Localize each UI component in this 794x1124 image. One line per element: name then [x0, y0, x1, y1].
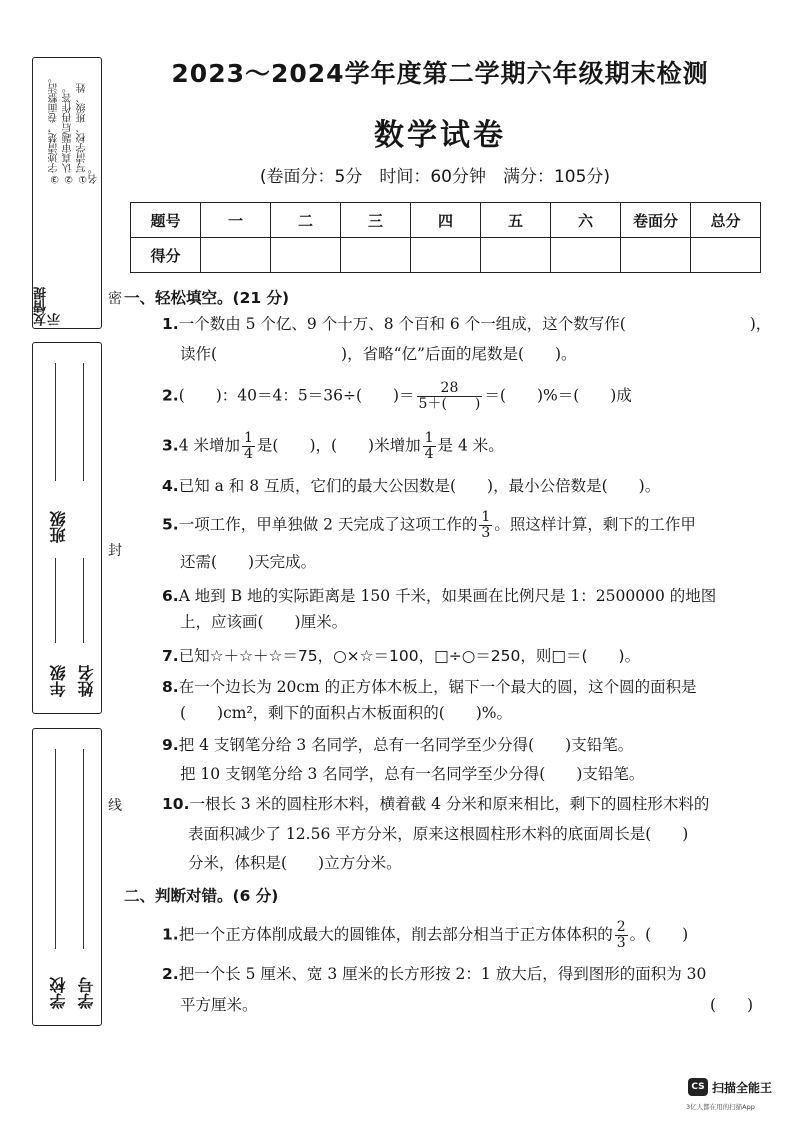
question-number: 6.	[162, 587, 179, 605]
question-10	[162, 793, 709, 815]
question-6	[162, 585, 716, 607]
question-6-line2: 上，应该画( )厘米。	[180, 613, 348, 631]
score-input-cell[interactable]	[621, 238, 691, 273]
score-table-cell: 卷面分	[621, 203, 691, 238]
question-text: 4 米增加	[178, 436, 240, 455]
score-input-cell[interactable]	[691, 238, 761, 273]
question-10-line3: 分米，体积是( )立方分米。	[188, 854, 402, 872]
question-number: 7.	[162, 647, 179, 665]
score-table-cell: 四	[411, 203, 481, 238]
question-2	[162, 381, 632, 412]
question-text: 。照这样计算，剩下的工作甲	[494, 515, 696, 534]
tips-line-3: ③字迹清楚，卷面整洁。	[49, 73, 60, 184]
tips-line-1: ①写清学校、班级、姓名。	[77, 83, 100, 184]
question-1	[162, 313, 771, 335]
question-text: 。( )	[629, 925, 689, 944]
fraction	[242, 431, 255, 462]
question-number: 4.	[162, 477, 179, 495]
tips-box	[32, 57, 102, 329]
question-number: 8.	[162, 678, 179, 696]
question-text: 是 4 米。	[437, 436, 504, 455]
class-blank-line[interactable]	[55, 363, 56, 481]
watermark-slogan: 3亿人都在用的扫描App	[686, 1103, 755, 1111]
fraction	[417, 381, 483, 412]
question-text: 把一个长 5 厘米、宽 3 厘米的长方形按 2：1 放大后，得到图形的面积为 30	[178, 965, 707, 983]
question-3	[162, 431, 504, 462]
fraction-denominator: 4	[243, 446, 253, 462]
score-table-cell: 题号	[131, 203, 201, 238]
score-table-cell: 二	[271, 203, 341, 238]
question-5	[162, 510, 696, 541]
seal-char: 线	[108, 798, 122, 814]
score-table-cell: 三	[341, 203, 411, 238]
fraction-denominator: 5＋( )	[418, 396, 481, 412]
score-table-cell: 六	[551, 203, 621, 238]
judge-question-1	[162, 920, 688, 951]
answer-paren[interactable]: ( )	[710, 996, 754, 1014]
question-text: 把 4 支钢笔分给 3 名同学，总有一名同学至少分得( )支铅笔。	[178, 736, 634, 754]
question-text: 一根长 3 米的圆柱形木料，横着截 4 分米和原来相比，剩下的圆柱形木料的	[189, 795, 710, 813]
tips-line-2: ②认真审题后再作答。	[63, 83, 74, 184]
score-input-cell[interactable]	[341, 238, 411, 273]
score-table-cell: 总分	[691, 203, 761, 238]
fraction-denominator: 3	[616, 935, 626, 951]
question-4	[162, 475, 660, 497]
question-number: 2.	[162, 965, 179, 983]
question-number: 5.	[162, 515, 179, 534]
question-text: 已知 a 和 8 互质，它们的最大公因数是( )，最小公倍数是( )。	[178, 477, 661, 495]
fraction-numerator: 1	[243, 430, 253, 446]
question-text: 在一个边长为 20cm 的正方体木板上，锯下一个最大的圆，这个圆的面积是	[178, 678, 697, 696]
question-number: 3.	[162, 436, 179, 455]
grade-label: 年级	[49, 665, 68, 697]
class-label: 班级	[49, 511, 68, 543]
score-input-cell[interactable]	[411, 238, 481, 273]
cs-logo-icon: CS	[688, 1078, 708, 1096]
question-10-line2: 表面积减少了 12.56 平方分米，原来这根圆柱形木料的底面周长是( )	[188, 825, 689, 843]
question-9	[162, 734, 633, 756]
question-5-line2: 还需( )天完成。	[180, 553, 317, 571]
class-info-box	[32, 342, 102, 714]
fraction-numerator: 2	[616, 919, 626, 935]
fraction-numerator: 1	[481, 509, 491, 525]
score-input-cell[interactable]	[481, 238, 551, 273]
question-number: 1.	[162, 315, 179, 333]
seal-char: 封	[108, 543, 122, 559]
question-number: 10.	[162, 795, 190, 813]
exam-subtitle: 数学试卷	[374, 118, 506, 153]
name-label: 姓名	[77, 665, 96, 697]
question-8	[162, 676, 697, 698]
name-blank-line[interactable]	[83, 558, 84, 643]
fraction-denominator: 4	[424, 446, 434, 462]
question-text: 是( )，( )米增加	[256, 436, 421, 455]
id-blank-line[interactable]	[83, 749, 84, 949]
judge-question-2	[162, 963, 706, 985]
school-label: 学校	[49, 977, 68, 1009]
score-table	[130, 202, 761, 273]
score-table-cell: 五	[481, 203, 551, 238]
question-9-line2: 把 10 支钢笔分给 3 名同学，总有一名同学至少分得( )支铅笔。	[180, 765, 645, 783]
question-number: 9.	[162, 736, 179, 754]
tips-title: 友情提示	[34, 287, 63, 326]
question-number: 1.	[162, 925, 179, 944]
question-7	[162, 645, 640, 667]
question-number: 2.	[162, 386, 179, 405]
id-label: 学号	[77, 977, 96, 1009]
fraction	[615, 920, 628, 951]
exam-meta: (卷面分：5分 时间：60分钟 满分：105分)	[259, 167, 611, 187]
section2-title: 二、判断对错。(6 分)	[124, 887, 279, 905]
score-table-score-row	[131, 238, 761, 273]
question-text: 一项工作，甲单独做 2 天完成了这项工作的	[178, 515, 478, 534]
question-text: 把一个正方体削成最大的圆锥体，削去部分相当于正方体体积的	[178, 925, 613, 944]
fraction-numerator: 28	[417, 381, 483, 397]
question-text: A 地到 B 地的实际距离是 150 千米，如果画在比例尺是 1：2500000 的地图	[178, 587, 717, 605]
watermark-name: 扫描全能王	[712, 1081, 773, 1095]
question-text: ＝( )%＝( )成	[484, 386, 632, 405]
score-table-header-row	[131, 203, 761, 238]
question-text: ( )：40＝4：5＝36÷( )＝	[178, 386, 415, 405]
class-blank-line-2[interactable]	[83, 363, 84, 481]
fraction-denominator: 3	[481, 525, 491, 541]
score-input-cell[interactable]	[551, 238, 621, 273]
question-text: 一个数由 5 个亿、9 个十万、8 个百和 6 个一组成，这个数写作( )，	[178, 315, 772, 333]
score-table-cell: 一	[201, 203, 271, 238]
score-input-cell[interactable]	[271, 238, 341, 273]
seal-char: 密	[108, 291, 122, 307]
fraction-numerator: 1	[424, 430, 434, 446]
section1-title: 一、轻松填空。(21 分)	[124, 289, 290, 307]
question-1-line2: 读作( )，省略“亿”后面的尾数是( )。	[180, 345, 577, 363]
school-info-box	[32, 728, 102, 1026]
fraction	[479, 510, 492, 541]
score-input-cell[interactable]	[201, 238, 271, 273]
question-text: 已知☆＋☆＋☆＝75，○×☆＝100，□÷○＝250，则□＝( )。	[178, 647, 641, 665]
question-8-line2: ( )cm²，剩下的面积占木板面积的( )%。	[180, 704, 513, 722]
exam-title: 2023～2024学年度第二学期六年级期末检测	[171, 59, 709, 88]
score-table-cell: 得分	[131, 238, 201, 273]
grade-blank-line[interactable]	[55, 558, 56, 643]
school-blank-line[interactable]	[55, 749, 56, 949]
judge-question-2-line2: 平方厘米。	[180, 996, 258, 1014]
fraction	[423, 431, 436, 462]
